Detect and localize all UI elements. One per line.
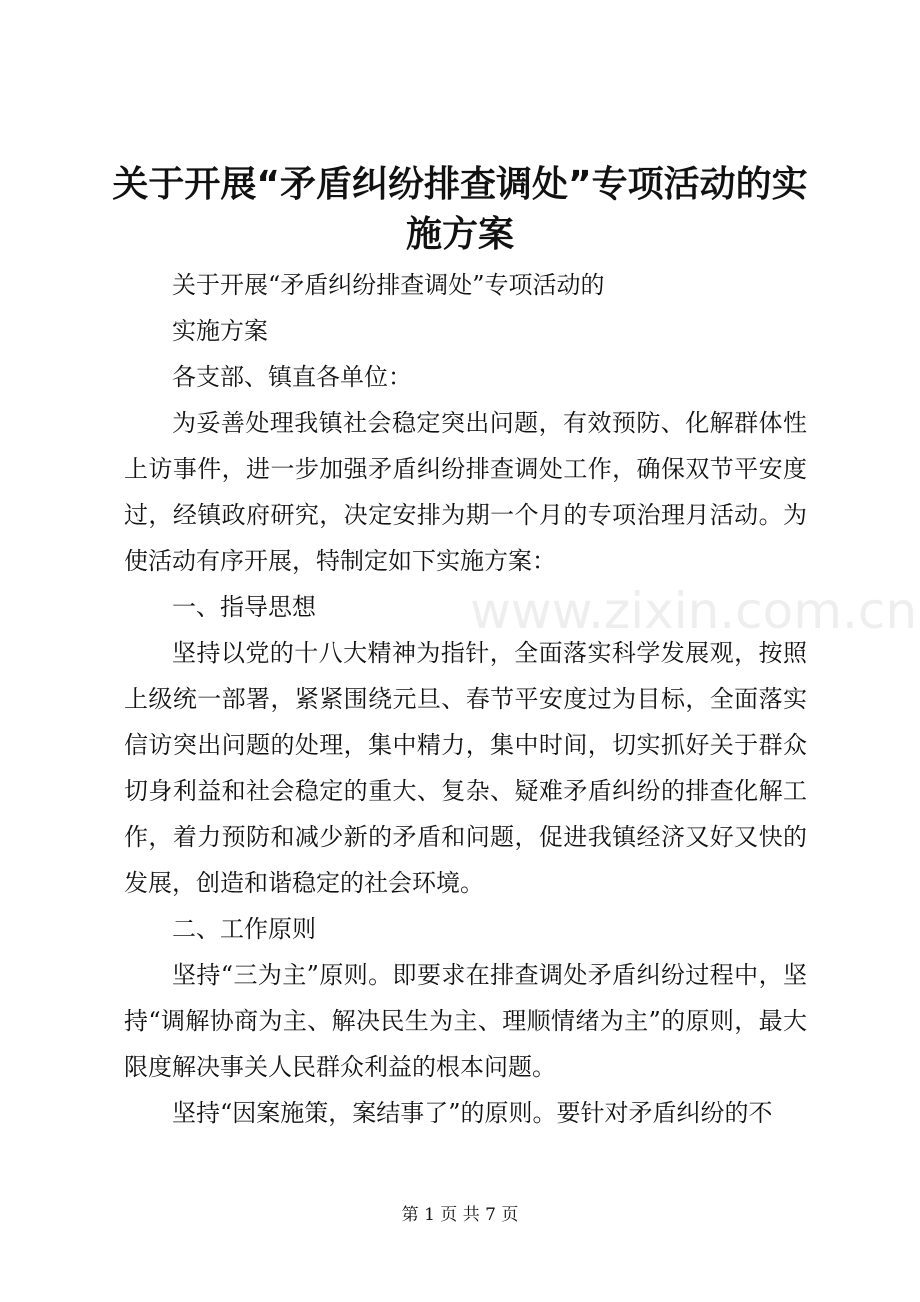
section-heading-work-principles: 二、工作原则 [172, 915, 316, 943]
paragraph-intro: 为妥善处理我镇社会稳定突出问题，有效预防、化解群体性上访事件，进一步加强矛盾纠纷排查调处工作，确保双节平安度过，经镇政府研究，决定安排为期一个月的专项治理月活动。为使活动有序开展，特制定如下实施方案： [124, 409, 807, 575]
paragraph-subtitle-line1: 关于开展“矛盾纠纷排查调处”专项活动的 [172, 271, 605, 299]
watermark-text: www.zixin.com.cn [470, 582, 918, 640]
document-title: 关于开展“矛盾纠纷排查调处”专项活动的实施方案 [112, 164, 808, 255]
section-heading-guiding-ideology: 一、指导思想 [172, 593, 316, 621]
document-body [124, 262, 807, 1136]
paragraph-principle-three-main: 坚持“三为主”原则。即要求在排查调处矛盾纠纷过程中，坚持“调解协商为主、解决民生为主、理顺情绪为主”的原则，最大限度解决事关人民群众利益的根本问题。 [124, 961, 807, 1081]
paragraph-salutation: 各支部、镇直各单位： [172, 363, 412, 391]
paragraph-subtitle-line2: 实施方案 [172, 317, 268, 345]
paragraph-principle-case-policy: 坚持“因案施策，案结事了”的原则。要针对矛盾纠纷的不 [172, 1099, 773, 1127]
page-footer: 第 1 页 共 7 页 [401, 1205, 519, 1225]
paragraph-guiding-ideology: 坚持以党的十八大精神为指针，全面落实科学发展观，按照上级统一部署，紧紧围绕元旦、春节平安度过为目标，全面落实信访突出问题的处理，集中精力，集中时间，切实抓好关于群众切身利益和社会稳定的重大、复杂、疑难矛盾纠纷的排查化解工作，着力预防和减少新的矛盾和问题，促进我镇经济又好又快的发展，创造和谐稳定的社会环境。 [124, 639, 807, 897]
